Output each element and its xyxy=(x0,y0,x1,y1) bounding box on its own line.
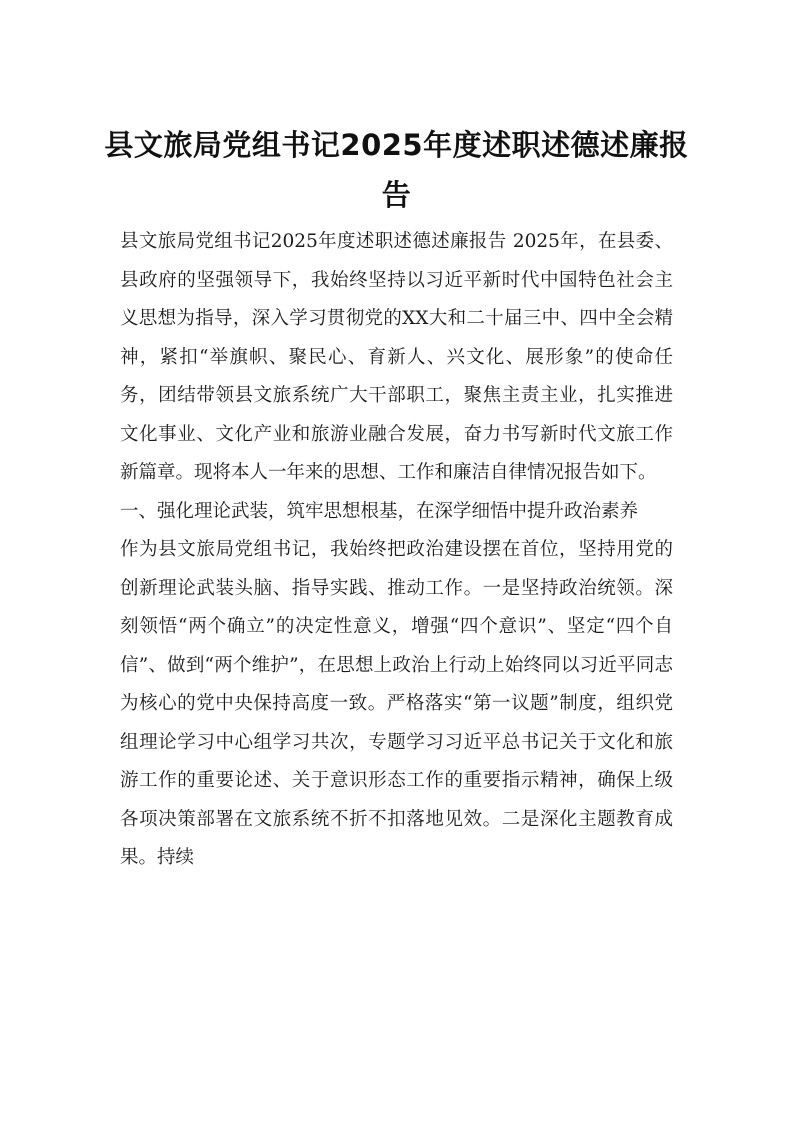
document-title: 县文旅局党组书记2025年度述职述德述廉报告 xyxy=(104,128,689,212)
document-body xyxy=(120,223,673,878)
section-heading-1: 一、强化理论武装，筑牢思想根基，在深学细悟中提升政治素养 xyxy=(120,500,639,522)
paragraph-section-1: 作为县文旅局党组书记，我始终把政治建设摆在首位，坚持用党的创新理论武装头脑、指导实践、推动工作。一是坚持政治统领。深刻领悟“两个确立”的决定性意义，增强“四个意识”、坚定“四个自信”、做到“两个维护”，在思想上政治上行动上始终同以习近平同志为核心的党中央保持高度一致。严格落实“第一议题”制度，组织党组理论学习中心组学习共次，专题学习习近平总书记关于文化和旅游工作的重要论述、关于意识形态工作的重要指示精神，确保上级各项决策部署在文旅系统不折不扣落地见效。二是深化主题教育成果。持续 xyxy=(120,539,673,868)
paragraph-intro: 县文旅局党组书记2025年度述职述德述廉报告 2025年，在县委、县政府的坚强领导下，我始终坚持以习近平新时代中国特色社会主义思想为指导，深入学习贯彻党的XX大和二十届三中、四中全会精神，紧扣“举旗帜、聚民心、育新人、兴文化、展形象”的使命任务，团结带领县文旅系统广大干部职工，聚焦主责主业，扎实推进文化事业、文化产业和旅游业融合发展，奋力书写新时代文旅工作新篇章。现将本人一年来的思想、工作和廉洁自律情况报告如下。 xyxy=(120,231,673,483)
